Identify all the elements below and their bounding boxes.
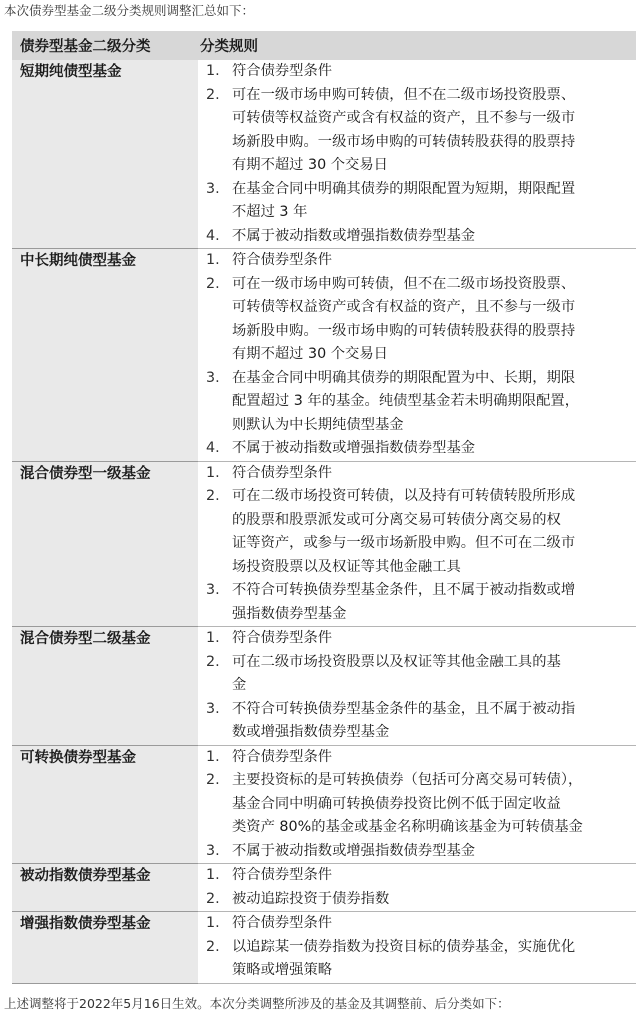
table-row — [12, 864, 636, 912]
table-body — [12, 60, 636, 984]
rule-item — [198, 178, 636, 225]
rules-cell — [198, 249, 636, 462]
rule-number: 3. — [206, 180, 220, 197]
rule-line: 基金合同中明确可转换债券投资比例不低于固定收益 — [232, 795, 561, 812]
rule-number: 1. — [206, 867, 220, 883]
rule-text — [232, 178, 636, 225]
rule-text: 被动追踪投资于债券指数 — [232, 890, 390, 907]
rules-cell — [198, 746, 636, 865]
rules-cell — [198, 462, 636, 628]
rule-number: 4. — [206, 227, 220, 244]
rules-cell — [198, 912, 636, 984]
rule-text — [232, 367, 636, 438]
rule-text: 不属于被动指数或增强指数债券型基金 — [232, 842, 476, 859]
rule-line: 可转债等权益资产或含有权益的资产，且不参与一级市 — [232, 110, 576, 126]
rule-line: 金 — [232, 677, 247, 693]
rule-line: 有期不超过 30 个交易日 — [232, 157, 388, 173]
rule-text: 符合债券型条件 — [232, 867, 333, 883]
rule-line: 在基金合同中明确其债券的期限配置为短期，期限配置 — [232, 180, 576, 197]
rule-line: 可在一级市场申购可转债，但不在二级市场投资股票、 — [232, 86, 576, 103]
rule-item — [198, 462, 636, 486]
category-cell: 增强指数债券型基金 — [12, 912, 198, 984]
rule-line: 不符合可转换债券型基金条件，且不属于被动指数或增 — [232, 582, 576, 598]
rule-line: 配置超过 3 年的基金。纯债型基金若未明确期限配置， — [232, 393, 580, 409]
category-cell: 可转换债券型基金 — [12, 746, 198, 865]
rule-number: 1. — [206, 630, 220, 646]
rule-line: 强指数债券型基金 — [232, 605, 347, 622]
category-cell: 混合债券型一级基金 — [12, 462, 198, 628]
rule-number: 2. — [206, 653, 220, 670]
rule-number: 2. — [206, 86, 220, 103]
table-row — [12, 912, 636, 984]
rule-number: 2. — [206, 938, 220, 955]
rule-item — [198, 888, 636, 912]
rule-number: 3. — [206, 582, 220, 598]
category-cell: 被动指数债券型基金 — [12, 864, 198, 912]
rule-line: 可转债等权益资产或含有权益的资产，且不参与一级市 — [232, 299, 576, 315]
intro-text: 本次债券型基金二级分类规则调整汇总如下： — [4, 3, 255, 18]
table-header — [12, 31, 636, 60]
rule-text: 符合债券型条件 — [232, 252, 333, 268]
rule-number: 4. — [206, 440, 220, 456]
table-row — [12, 249, 636, 462]
rule-item — [198, 249, 636, 273]
rule-line: 场投资股票以及权证等其他金融工具 — [232, 558, 461, 575]
rule-text — [232, 579, 636, 626]
rule-line: 可在二级市场投资可转债，以及持有可转债转股所形成 — [232, 488, 576, 504]
rule-item — [198, 84, 636, 178]
rule-text: 不属于被动指数或增强指数债券型基金 — [232, 227, 476, 244]
rule-number: 3. — [206, 700, 220, 717]
category-cell: 短期纯债型基金 — [12, 60, 198, 249]
rule-text — [232, 84, 636, 178]
rule-text — [232, 651, 636, 698]
rule-number: 1. — [206, 748, 220, 765]
rule-item — [198, 912, 636, 936]
rule-line: 在基金合同中明确其债券的期限配置为中、长期，期限 — [232, 369, 576, 386]
table-row — [12, 627, 636, 746]
rules-cell — [198, 60, 636, 249]
rule-number: 2. — [206, 488, 220, 504]
rule-item — [198, 225, 636, 249]
rule-line: 证等资产，或参与一级市场新股申购。但不可在二级市 — [232, 535, 576, 551]
rule-item — [198, 746, 636, 770]
rule-line: 有期不超过 30 个交易日 — [232, 346, 388, 362]
rule-text — [232, 273, 636, 367]
footer-text: 上述调整将于2022年5月16日生效。本次分类调整所涉及的基金及其调整前、后分类如下： — [4, 996, 510, 1011]
rule-item — [198, 864, 636, 888]
classification-table — [12, 31, 636, 984]
rule-number: 1. — [206, 252, 220, 268]
rule-number: 1. — [206, 464, 220, 481]
rule-item — [198, 698, 636, 745]
rule-item — [198, 437, 636, 461]
rule-item — [198, 840, 636, 864]
rule-text: 不属于被动指数或增强指数债券型基金 — [232, 440, 476, 456]
rule-line: 主要投资标的是可转换债券（包括可分离交易可转债）， — [232, 772, 583, 788]
rule-text: 符合债券型条件 — [232, 464, 333, 481]
rule-number: 2. — [206, 772, 220, 788]
rule-text: 符合债券型条件 — [232, 63, 333, 79]
rule-item — [198, 485, 636, 579]
rule-number: 3. — [206, 842, 220, 859]
rule-item — [198, 273, 636, 367]
rule-line: 不符合可转换债券型基金条件的基金，且不属于被动指 — [232, 700, 576, 717]
rule-number: 1. — [206, 915, 220, 931]
rule-line: 数或增强指数债券型基金 — [232, 724, 390, 740]
rule-item — [198, 367, 636, 438]
rule-line: 以追踪某一债券指数为投资目标的债券基金，实施优化 — [232, 938, 576, 955]
rule-item — [198, 579, 636, 626]
table-row — [12, 746, 636, 865]
category-cell: 混合债券型二级基金 — [12, 627, 198, 746]
rules-cell — [198, 864, 636, 912]
rule-item — [198, 60, 636, 84]
rule-line: 可在一级市场申购可转债，但不在二级市场投资股票、 — [232, 275, 576, 292]
rules-cell — [198, 627, 636, 746]
rule-line: 的股票和股票派发或可分离交易可转债分离交易的权 — [232, 511, 561, 528]
rule-number: 1. — [206, 63, 220, 79]
rule-line: 场新股申购。一级市场申购的可转债转股获得的股票持 — [232, 322, 576, 339]
rule-number: 2. — [206, 275, 220, 292]
rule-number: 2. — [206, 890, 220, 907]
table-row — [12, 462, 636, 628]
rule-line: 场新股申购。一级市场申购的可转债转股获得的股票持 — [232, 133, 576, 150]
rule-number: 3. — [206, 369, 220, 386]
rule-line: 则默认为中长期纯债型基金 — [232, 416, 404, 433]
rule-line: 不超过 3 年 — [232, 204, 308, 220]
rule-text: 符合债券型条件 — [232, 915, 333, 931]
table-row — [12, 60, 636, 249]
header-category: 债券型基金二级分类 — [20, 39, 151, 55]
rule-text: 符合债券型条件 — [232, 630, 333, 646]
rule-item — [198, 651, 636, 698]
rule-text — [232, 769, 636, 840]
rule-text — [232, 698, 636, 745]
rule-line: 可在二级市场投资股票以及权证等其他金融工具的基 — [232, 653, 561, 670]
rule-text: 符合债券型条件 — [232, 748, 333, 765]
header-rules: 分类规则 — [200, 39, 258, 55]
rule-text — [232, 485, 636, 579]
rule-item — [198, 936, 636, 983]
rule-item — [198, 769, 636, 840]
rule-line: 类资产 80%的基金或基金名称明确该基金为可转债基金 — [232, 819, 583, 835]
rule-line: 策略或增强策略 — [232, 962, 333, 978]
rule-item — [198, 627, 636, 651]
rule-text — [232, 936, 636, 983]
category-cell: 中长期纯债型基金 — [12, 249, 198, 462]
